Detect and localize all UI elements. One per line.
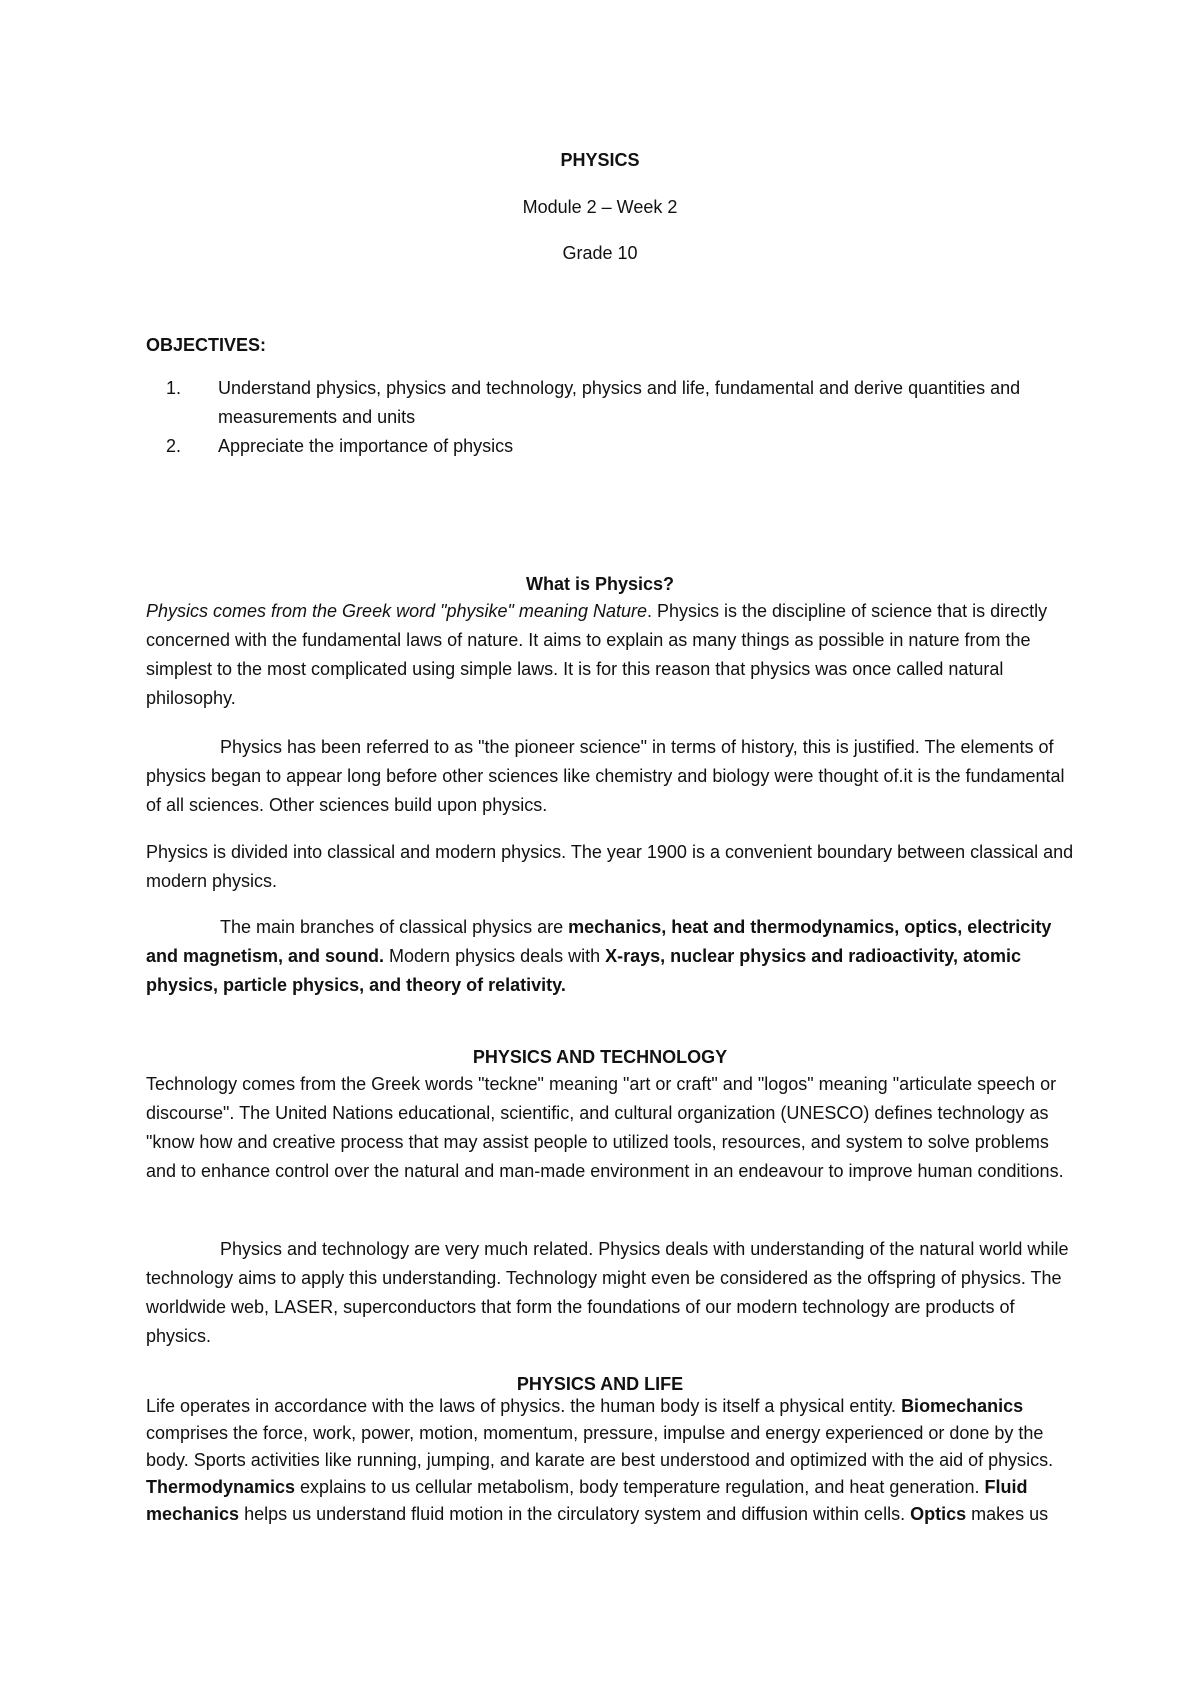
document-title: PHYSICS bbox=[560, 150, 640, 170]
technology-paragraph-2: Physics and technology are very much related. Physics deals with understanding of the natural world while technology aims to apply this understanding. Technology might even be considered as the offspring of physics. The worldwide web, LASER, superconductors that form the foundations of our modern technology are products of physics. bbox=[146, 1239, 1069, 1346]
module-label: Module 2 – Week 2 bbox=[522, 197, 678, 217]
term-biomechanics: Biomechanics bbox=[901, 1396, 1024, 1416]
what-is-paragraph-1: Physics comes from the Greek word "physike" meaning Nature. Physics is the discipline of science that is directly concerned with the fundamental laws of nature. It aims to explain as many things as possible in nature from the simplest to the most complicated using simple laws. It is for this reason that physics was once called natural philosophy. bbox=[146, 601, 1048, 708]
what-is-paragraph-2: Physics has been referred to as "the pioneer science" in terms of history, this is justified. The elements of physics began to appear long before other sciences like chemistry and biology were thought of.it is the fundamental of all sciences. Other sciences build upon physics. bbox=[146, 737, 1065, 815]
term-fluid-mechanics: Fluid mechanics bbox=[146, 1477, 1028, 1524]
objective-text: Understand physics, physics and technology, physics and life, fundamental and derive quantities and measurements and units bbox=[218, 378, 1021, 427]
term-optics: Optics bbox=[910, 1504, 967, 1524]
what-is-physics-title: What is Physics? bbox=[525, 574, 675, 594]
classical-branches: mechanics, heat and thermodynamics, optics, electricity and magnetism, and sound. bbox=[146, 917, 1052, 966]
greek-origin-italic: Physics comes from the Greek word "physike" meaning Nature bbox=[146, 601, 647, 621]
objective-number: 2. bbox=[166, 436, 182, 456]
physics-life-title: PHYSICS AND LIFE bbox=[516, 1374, 684, 1394]
objective-item bbox=[146, 374, 1046, 432]
technology-paragraph-1: Technology comes from the Greek words "teckne" meaning "art or craft" and "logos" meaning "articulate speech or discourse". The United Nations educational, scientific, and cultural organization (UNESCO) defines technology as "know how and creative process that may assist people to utilized tools, resources, and system to solve problems and to enhance control over the natural and man-made environment in an endeavour to improve human conditions. bbox=[146, 1074, 1064, 1181]
grade-label: Grade 10 bbox=[562, 243, 638, 263]
objective-item bbox=[146, 432, 1046, 461]
branches-paragraph: The main branches of classical physics are mechanics, heat and thermodynamics, optics, electricity and magnetism, and sound. Modern physics deals with X-rays, nuclear physics and radioactivity, atomic physics, particle physics, and theory of relativity. bbox=[146, 917, 1052, 995]
term-thermodynamics: Thermodynamics bbox=[146, 1477, 296, 1497]
objectives-heading: OBJECTIVES: bbox=[146, 335, 267, 355]
objective-number: 1. bbox=[166, 378, 182, 398]
modern-branches: X-rays, nuclear physics and radioactivity, atomic physics, particle physics, and theory of relativity bbox=[146, 946, 1021, 995]
objective-text: Appreciate the importance of physics bbox=[218, 436, 514, 456]
physics-technology-title: PHYSICS AND TECHNOLOGY bbox=[472, 1047, 728, 1067]
objectives-list bbox=[146, 374, 1046, 461]
life-paragraph: Life operates in accordance with the laws of physics. the human body is itself a physical entity. Biomechanics comprises the force, work, power, motion, momentum, pressure, impulse and energy experienced or done by the body. Sports activities like running, jumping, and karate are best understood and optimized with the aid of physics. Thermodynamics explains to us cellular metabolism, body temperature regulation, and heat generation. Fluid mechanics helps us understand fluid motion in the circulatory system and diffusion within cells. Optics makes us bbox=[146, 1396, 1054, 1524]
what-is-paragraph-3: Physics is divided into classical and modern physics. The year 1900 is a convenient boundary between classical and modern physics. bbox=[146, 842, 1074, 891]
